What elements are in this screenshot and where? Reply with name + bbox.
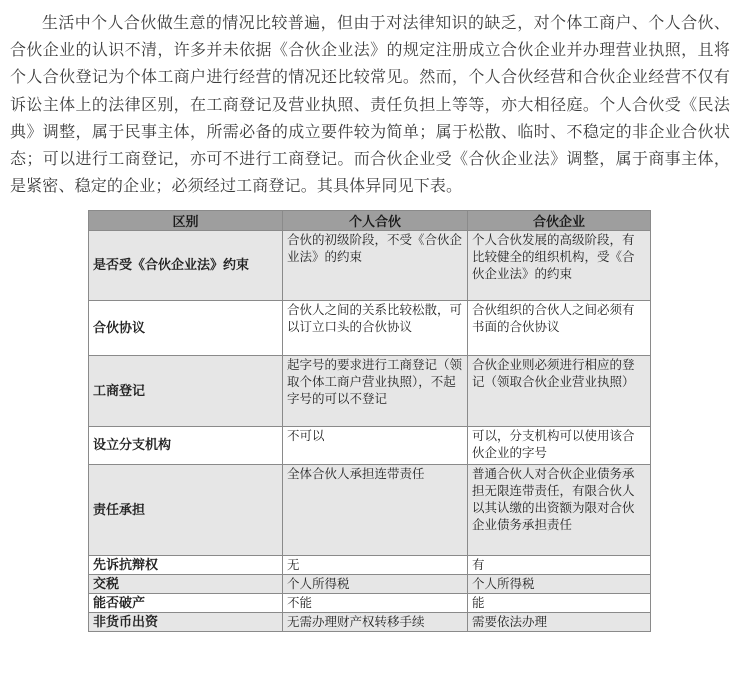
row-label: 设立分支机构	[89, 427, 283, 465]
cell-personal: 个人所得税	[283, 575, 468, 594]
table-row	[89, 613, 651, 632]
table-row	[89, 465, 651, 556]
cell-enterprise: 能	[468, 594, 651, 613]
intro-paragraph: 生活中个人合伙做生意的情况比较普遍，但由于对法律知识的缺乏，对个体工商户、个人合伙、合伙企业的认识不清，许多并未依据《合伙企业法》的规定注册成立合伙企业并办理营业执照，且将个人合伙登记为个体工商户进行经营的情况还比较常见。然而，个人合伙经营和合伙企业经营不仅有诉讼主体上的法律区别，在工商登记及营业执照、责任负担上等等，亦大相径庭。个人合伙受《民法典》调整，属于民事主体，所需必备的成立要件较为简单；属于松散、临时、不稳定的非企业合伙状态；可以进行工商登记，亦可不进行工商登记。而合伙企业受《合伙企业法》调整，属于商事主体，是紧密、稳定的企业；必须经过工商登记。其具体异同见下表。	[10, 13, 730, 196]
table-row	[89, 556, 651, 575]
cell-enterprise: 可以，分支机构可以使用该合伙企业的字号	[468, 427, 651, 465]
row-label: 交税	[89, 575, 283, 594]
cell-personal: 无	[283, 556, 468, 575]
table-header-row	[89, 211, 651, 231]
cell-personal: 不能	[283, 594, 468, 613]
table-row	[89, 356, 651, 427]
header-partnership-enterprise: 合伙企业	[468, 211, 651, 231]
cell-enterprise: 普通合伙人对合伙企业债务承担无限连带责任，有限合伙人以其认缴的出资额为限对合伙企业债务承担责任	[468, 465, 651, 556]
cell-enterprise: 个人合伙发展的高级阶段，有比较健全的组织机构，受《合伙企业法》的约束	[468, 231, 651, 301]
table-row	[89, 231, 651, 301]
cell-personal: 起字号的要求进行工商登记（领取个体工商户营业执照），不起字号的可以不登记	[283, 356, 468, 427]
row-label: 工商登记	[89, 356, 283, 427]
row-label: 责任承担	[89, 465, 283, 556]
header-personal-partnership: 个人合伙	[283, 211, 468, 231]
row-label: 非货币出资	[89, 613, 283, 632]
table-row	[89, 594, 651, 613]
row-label: 是否受《合伙企业法》约束	[89, 231, 283, 301]
cell-personal: 合伙人之间的关系比较松散，可以订立口头的合伙协议	[283, 301, 468, 356]
table-row	[89, 427, 651, 465]
cell-enterprise: 合伙组织的合伙人之间必须有书面的合伙协议	[468, 301, 651, 356]
header-difference: 区别	[89, 211, 283, 231]
table-row	[89, 575, 651, 594]
cell-enterprise: 有	[468, 556, 651, 575]
row-label: 先诉抗辩权	[89, 556, 283, 575]
row-label: 合伙协议	[89, 301, 283, 356]
comparison-table	[88, 210, 651, 632]
cell-personal: 合伙的初级阶段，不受《合伙企业法》的约束	[283, 231, 468, 301]
row-label: 能否破产	[89, 594, 283, 613]
table-row	[89, 301, 651, 356]
cell-enterprise: 需要依法办理	[468, 613, 651, 632]
cell-enterprise: 合伙企业则必须进行相应的登记（领取合伙企业营业执照）	[468, 356, 651, 427]
cell-personal: 无需办理财产权转移手续	[283, 613, 468, 632]
cell-personal: 全体合伙人承担连带责任	[283, 465, 468, 556]
cell-enterprise: 个人所得税	[468, 575, 651, 594]
cell-personal: 不可以	[283, 427, 468, 465]
